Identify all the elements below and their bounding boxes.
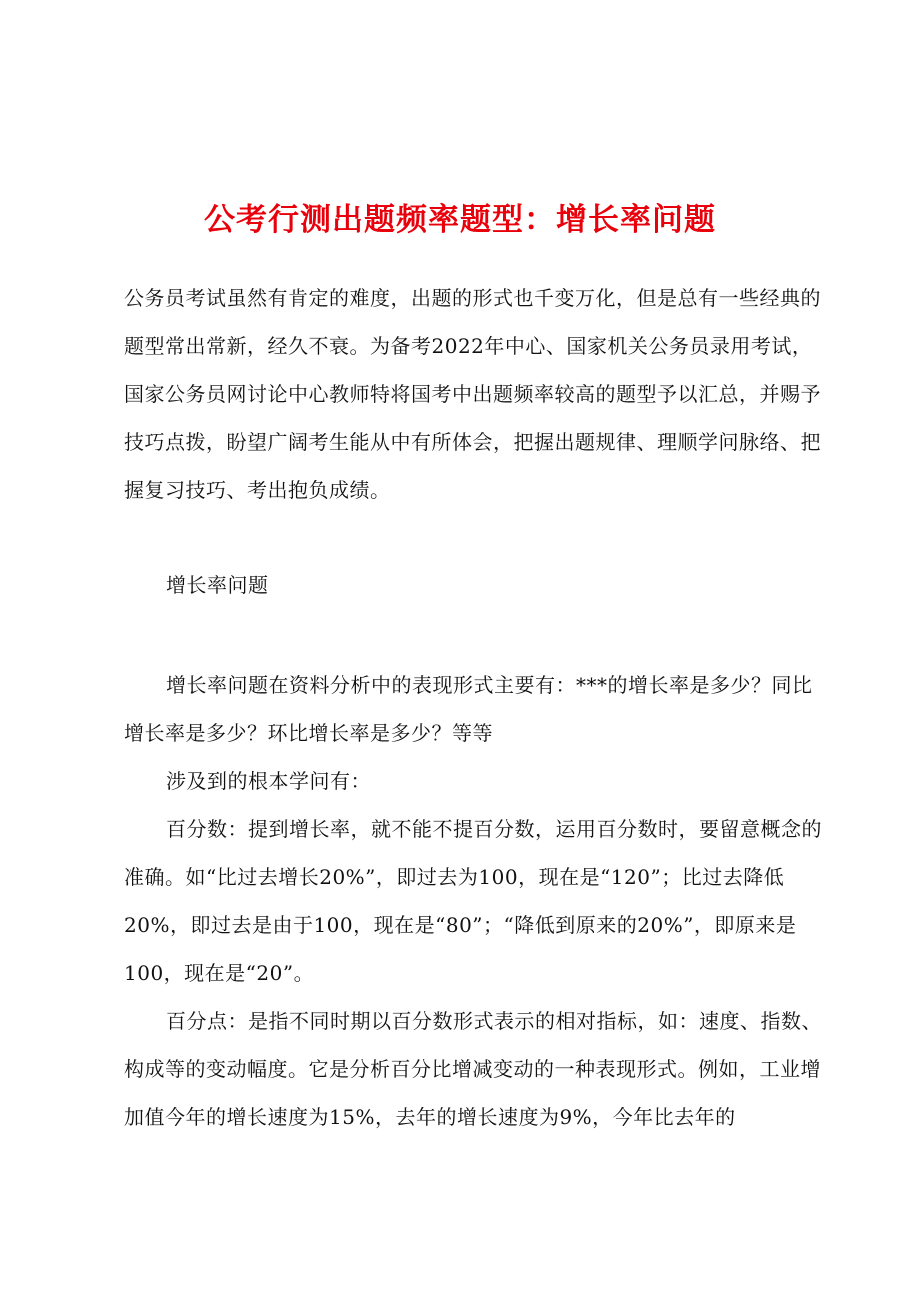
section-heading: 增长率问题: [166, 573, 269, 597]
intro-paragraph: 公务员考试虽然有肯定的难度，出题的形式也千变万化，但是总有一些经典的题型常出常新，经久不衰。为备考2022年中心、国家机关公务员录用考试，国家公务员网讨论中心教师特将国考中出题频率较高的题型予以汇总，并赐予技巧点拨，盼望广阔考生能从中有所体会，把握出题规律、理顺学问脉络、把握复习技巧、考出抱负成绩。: [124, 286, 821, 502]
forms-paragraph: 增长率问题在资料分析中的表现形式主要有：***的增长率是多少？同比增长率是多少？环比增长率是多少？等等: [124, 673, 813, 745]
involves-paragraph: 涉及到的根本学问有：: [166, 769, 371, 793]
document-title: 公考行测出题频率题型：增长率问题: [204, 202, 716, 238]
percent-paragraph: 百分数：提到增长率，就不能不提百分数，运用百分数时，要留意概念的准确。如“比过去增长20%”，即过去为100，现在是“120”；比过去降低20%，即过去是由于100，现在是“80”；“降低到原来的20%”，即原来是100，现在是“20”。: [124, 817, 822, 985]
percent-point-paragraph: 百分点：是指不同时期以百分数形式表示的相对指标，如：速度、指数、构成等的变动幅度。它是分析百分比增减变动的一种表现形式。例如，工业增加值今年的增长速度为15%，去年的增长速度为9%，今年比去年的: [124, 1009, 822, 1129]
